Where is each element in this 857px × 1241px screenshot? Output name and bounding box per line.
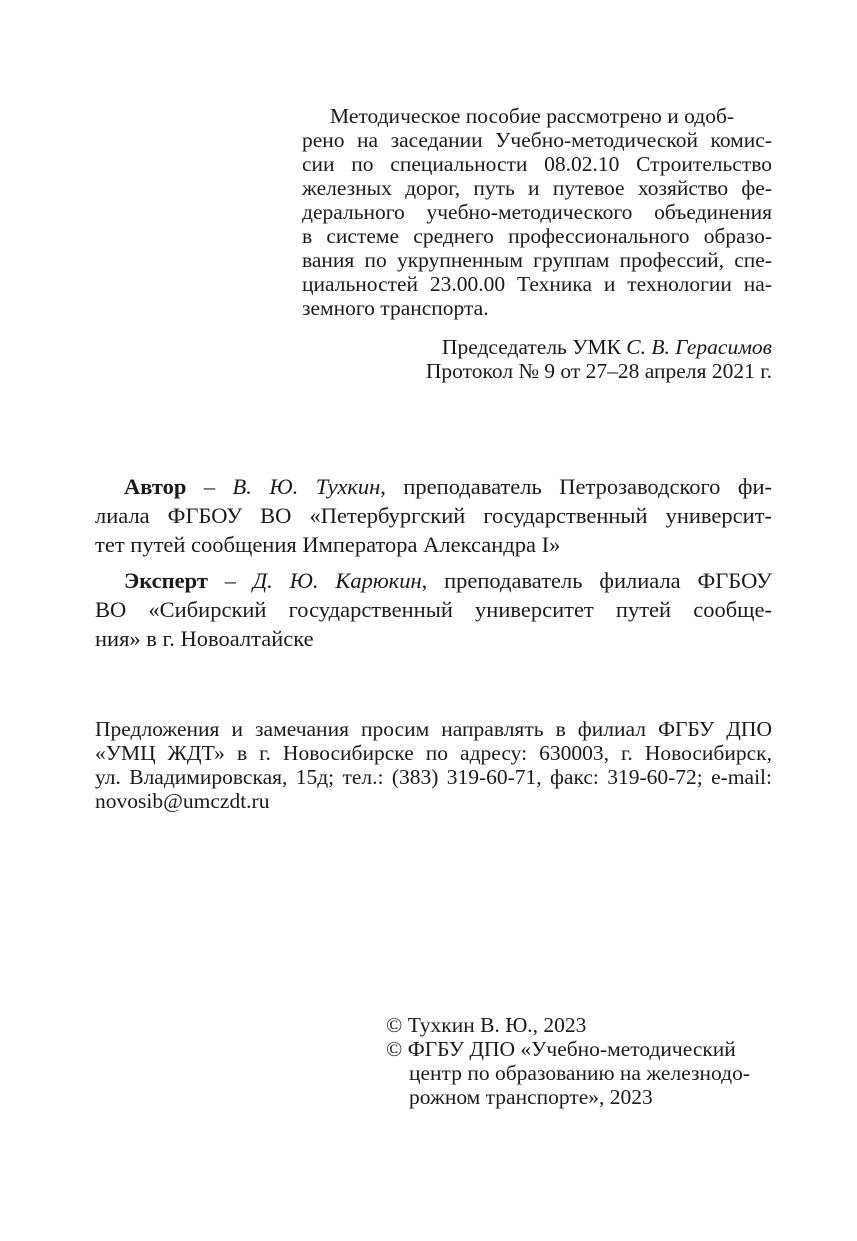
- approval-line-1: Методическое пособие рассмотрено и одоб-: [330, 104, 735, 128]
- approval-line-8: циальностей 23.00.00 Техника и технологии на-: [302, 272, 772, 296]
- copyright-org-line-3: рожном транспорте», 2023: [409, 1085, 653, 1109]
- expert-line-3: ния» в г. Новоалтайске: [95, 626, 314, 651]
- approval-line-9: земного транспорта.: [302, 296, 489, 320]
- copyright-author: © Тухкин В. Ю., 2023: [386, 1013, 587, 1037]
- expert-line-1: [124, 566, 772, 595]
- copyright-org-line-1: © ФГБУ ДПО «Учебно-методический: [386, 1037, 736, 1061]
- chairman-line: [442, 335, 772, 359]
- protocol-line: Протокол № 9 от 27–28 апреля 2021 г.: [425, 359, 772, 383]
- contact-line-1: Предложения и замечания просим направлять в филиал ФГБУ ДПО: [95, 717, 772, 741]
- expert-line-1-rest: , преподаватель филиала ФГБОУ: [421, 568, 772, 593]
- approval-line-5: дерального учебно-методического объединения: [302, 200, 772, 224]
- approval-line-4: железных дорог, путь и путевое хозяйство фе-: [302, 176, 772, 200]
- chairman-prefix: Председатель УМК: [441, 335, 627, 359]
- author-line-1-rest: , преподаватель Петрозаводского фи-: [380, 474, 773, 499]
- author-dash: –: [186, 474, 233, 499]
- approval-line-2: рено на заседании Учебно-методической комис-: [302, 128, 772, 152]
- author-line-2: лиала ФГБОУ ВО «Петербургский государственный университ-: [95, 503, 772, 528]
- author-name: В. Ю. Тухкин: [232, 474, 381, 499]
- approval-line-6: в системе среднего профессионального образо-: [302, 224, 772, 248]
- contact-line-2: «УМЦ ЖДТ» в г. Новосибирске по адресу: 630003, г. Новосибирск,: [95, 741, 772, 765]
- contact-line-3: ул. Владимировская, 15д; тел.: (383) 319-60-71, факс: 319-60-72; e-mail:: [95, 765, 772, 789]
- approval-line-7: вания по укрупненным группам профессий, спе-: [302, 248, 772, 272]
- expert-line-2: ВО «Сибирский государственный университет путей сообще-: [95, 597, 772, 622]
- approval-line-3: сии по специальности 08.02.10 Строительство: [302, 152, 772, 176]
- author-role: Автор: [124, 474, 187, 499]
- expert-role: Эксперт: [124, 568, 208, 593]
- contact-email: novosib@umczdt.ru: [95, 789, 270, 813]
- author-line-3: тет путей сообщения Императора Александра I»: [95, 532, 561, 557]
- author-line-1: [124, 472, 772, 501]
- copyright-org-line-2: центр по образованию на железнодо-: [409, 1061, 750, 1085]
- expert-name: Д. Ю. Карюкин: [252, 568, 422, 593]
- chairman-name: С. В. Герасимов: [626, 335, 772, 359]
- expert-dash: –: [207, 568, 253, 593]
